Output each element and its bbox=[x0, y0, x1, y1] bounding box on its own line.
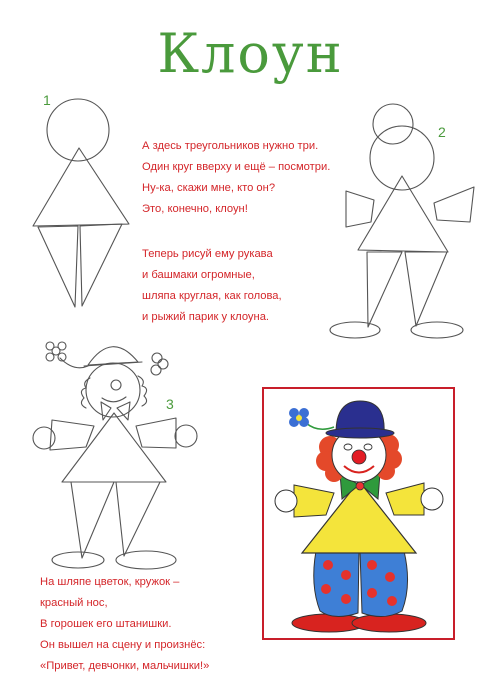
left-trouser-leg bbox=[314, 551, 359, 617]
poem-line: и рыжий парик у клоуна. bbox=[142, 311, 270, 323]
poem-line: Один круг вверху и ещё – посмотри. bbox=[142, 161, 331, 173]
step3-hair-right bbox=[138, 376, 147, 406]
step1-body-triangle bbox=[33, 148, 129, 226]
step2-right-sleeve bbox=[434, 187, 474, 222]
step2-right-shoe bbox=[411, 322, 463, 338]
step2-body-triangle bbox=[358, 176, 448, 252]
poem-line: В горошек его штанишки. bbox=[40, 618, 172, 630]
poem-line: «Привет, девчонки, мальчишки!» bbox=[40, 660, 210, 672]
colored-clown bbox=[264, 389, 453, 638]
step1-head-circle bbox=[47, 99, 109, 161]
step1-right-leg-triangle bbox=[80, 224, 122, 306]
poem-line: Теперь рисуй ему рукава bbox=[142, 248, 273, 260]
step3-sketch bbox=[33, 342, 197, 569]
step3-left-sleeve bbox=[50, 420, 94, 450]
poem-line: Ну-ка, скажи мне, кто он? bbox=[142, 182, 276, 194]
left-hand bbox=[275, 490, 297, 512]
step3-right-hand bbox=[175, 425, 197, 447]
step3-bow-right bbox=[117, 402, 130, 420]
right-shoe bbox=[352, 614, 426, 632]
step3-left-shoe bbox=[52, 552, 104, 568]
step1-sketch bbox=[33, 99, 129, 307]
poem-line: красный нос, bbox=[40, 597, 108, 609]
final-clown-frame bbox=[262, 387, 455, 640]
step2-hat-circle bbox=[373, 104, 413, 144]
step3-nose bbox=[111, 380, 121, 390]
step3-head bbox=[86, 363, 140, 417]
step3-right-leg bbox=[116, 482, 160, 556]
step3-left-leg bbox=[71, 482, 114, 558]
step3-right-shoe bbox=[116, 551, 176, 569]
step2-right-leg bbox=[405, 252, 447, 326]
step2-sketch bbox=[330, 104, 474, 338]
step-number-1: 1 bbox=[43, 92, 51, 108]
page-title: Клоун bbox=[157, 22, 344, 85]
step2-left-leg bbox=[367, 252, 402, 327]
red-nose bbox=[352, 450, 366, 464]
step3-left-hand bbox=[33, 427, 55, 449]
poem-line: На шляпе цветок, кружок – bbox=[40, 576, 180, 588]
step2-head-circle bbox=[370, 126, 434, 190]
right-trouser-leg bbox=[360, 551, 408, 617]
step-number-3: 3 bbox=[166, 396, 174, 412]
poem-line: А здесь треугольников нужно три. bbox=[142, 140, 319, 152]
right-sleeve bbox=[386, 483, 424, 515]
step3-right-sleeve bbox=[136, 418, 176, 448]
step2-left-shoe bbox=[330, 322, 380, 338]
step2-left-sleeve bbox=[346, 191, 374, 227]
poem-line: Это, конечно, клоун! bbox=[142, 203, 248, 215]
poem-line: шляпа круглая, как голова, bbox=[142, 290, 282, 302]
poem-line: и башмаки огромные, bbox=[142, 269, 255, 281]
poem-line: Он вышел на сцену и произнёс: bbox=[40, 639, 206, 651]
right-hand bbox=[421, 488, 443, 510]
left-sleeve bbox=[294, 485, 334, 517]
step1-left-leg-triangle bbox=[38, 226, 78, 307]
step-number-2: 2 bbox=[438, 124, 446, 140]
